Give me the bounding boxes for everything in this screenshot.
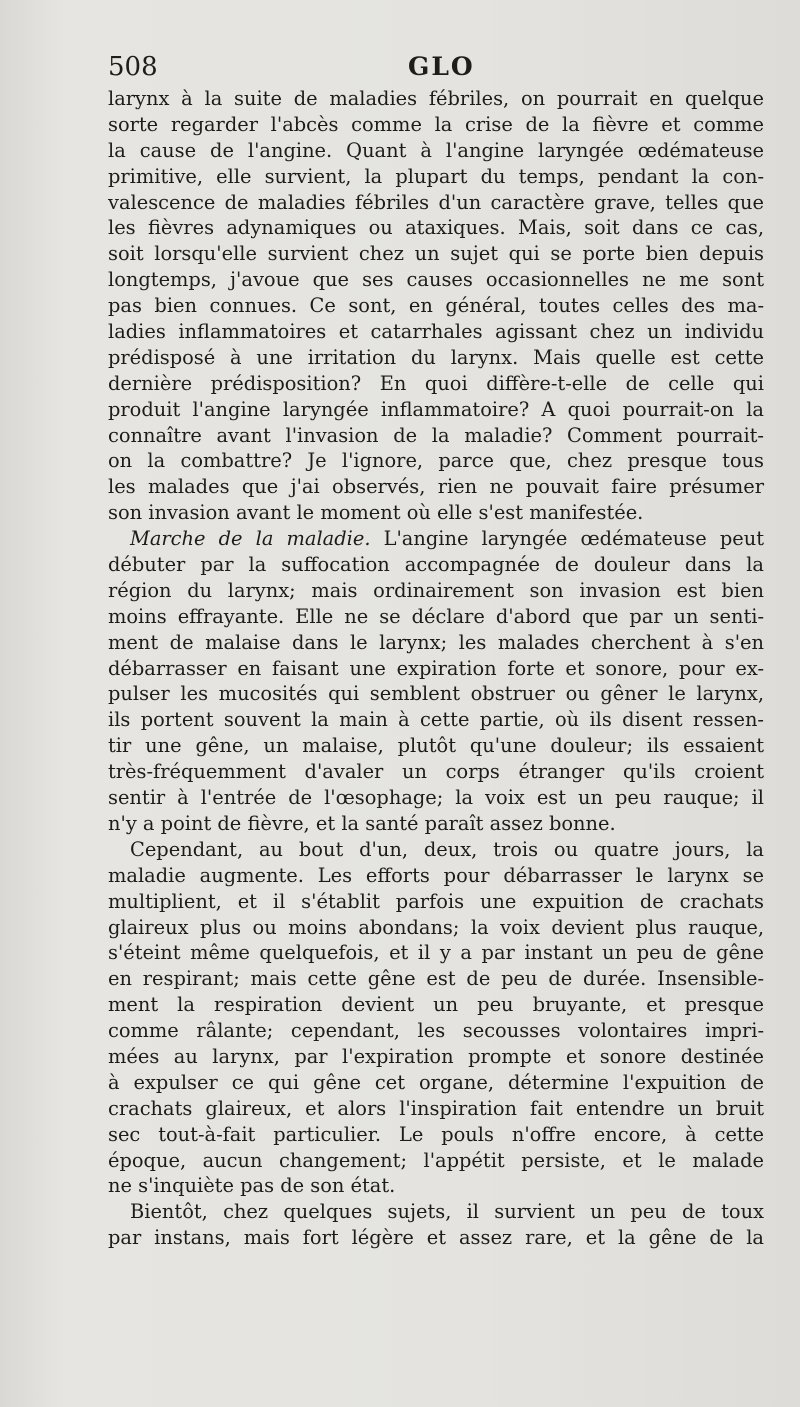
text-line: ne s'inquiète pas de son état. <box>108 1174 396 1198</box>
text-line: ladies inflammatoires et catarrhales agissant chez un individu <box>108 320 764 344</box>
text-line: en respirant; mais cette gêne est de peu de durée. Insensible- <box>108 967 764 991</box>
text-line: sentir à l'entrée de l'œsophage; la voix est un peu rauque; il <box>108 786 764 810</box>
section-heading: Marche de la maladie. <box>130 527 371 551</box>
text-line: comme râlante; cependant, les secousses volontaires impri- <box>108 1019 764 1043</box>
text-line: longtemps, j'avoue que ses causes occasionnelles ne me sont <box>108 268 764 292</box>
text-line: sec tout-à-fait particulier. Le pouls n'offre encore, à cette <box>108 1122 764 1146</box>
text-line: ils portent souvent la main à cette partie, où ils disent ressen- <box>108 708 764 732</box>
text-line: valescence de maladies fébriles d'un caractère grave, telles que <box>108 190 764 214</box>
text-line: à expulser ce qui gêne cet organe, détermine l'expuition de <box>108 1070 764 1094</box>
text-line: crachats glaireux, et alors l'inspiration fait entendre un bruit <box>108 1096 764 1120</box>
paragraph-3 <box>108 837 764 1199</box>
text-line: très-fréquemment d'avaler un corps étranger qu'ils croient <box>108 760 764 784</box>
text-line: région du larynx; mais ordinairement son invasion est bien <box>108 578 764 602</box>
text-line: sorte regarder l'abcès comme la crise de la fièvre et comme <box>108 112 764 136</box>
text-line: n'y a point de fièvre, et la santé paraît assez bonne. <box>108 811 616 835</box>
paragraph-4 <box>108 1199 764 1251</box>
text-line: débarrasser en faisant une expiration forte et sonore, pour ex- <box>108 656 764 680</box>
text-line: soit lorsqu'elle survient chez un sujet qui se porte bien depuis <box>108 242 764 266</box>
text-line: Bientôt, chez quelques sujets, il survient un peu de toux <box>130 1200 764 1224</box>
text-fragment: L'angine laryngée œdémateuse peut <box>370 527 764 551</box>
text-line: multiplient, et il s'établit parfois une expuition de crachats <box>108 889 764 913</box>
text-line: moins effrayante. Elle ne se déclare d'abord que par un senti- <box>108 604 764 628</box>
body-text <box>108 86 764 1251</box>
text-line: par instans, mais fort légère et assez rare, et la gêne de la <box>108 1226 764 1250</box>
text-line: ment de malaise dans le larynx; les malades cherchent à s'en <box>108 630 764 654</box>
text-line: mées au larynx, par l'expiration prompte et sonore destinée <box>108 1044 764 1068</box>
text-line: connaître avant l'invasion de la maladie? Comment pourrait- <box>108 423 764 447</box>
text-line: prédisposé à une irritation du larynx. Mais quelle est cette <box>108 345 764 369</box>
text-line: son invasion avant le moment où elle s'est manifestée. <box>108 501 644 525</box>
text-line: produit l'angine laryngée inflammatoire? A quoi pourrait-on la <box>108 397 764 421</box>
page-number: 508 <box>108 52 158 82</box>
text-line: pulser les mucosités qui semblent obstruer ou gêner le larynx, <box>108 682 764 706</box>
text-line: débuter par la suffocation accompagnée de douleur dans la <box>108 553 764 577</box>
page-header <box>108 52 764 88</box>
running-head: GLO <box>408 52 475 81</box>
paragraph-1 <box>108 86 764 526</box>
text-line: on la combattre? Je l'ignore, parce que, chez presque tous <box>108 449 764 473</box>
text-line: s'éteint même quelquefois, et il y a par instant un peu de gêne <box>108 941 764 965</box>
text-line <box>108 526 764 552</box>
text-line: ment la respiration devient un peu bruyante, et presque <box>108 993 764 1017</box>
text-line: Cependant, au bout d'un, deux, trois ou quatre jours, la <box>130 837 764 861</box>
text-line: glaireux plus ou moins abondans; la voix devient plus rauque, <box>108 915 764 939</box>
text-line: pas bien connues. Ce sont, en général, toutes celles des ma- <box>108 294 764 318</box>
text-line: larynx à la suite de maladies fébriles, on pourrait en quelque <box>108 87 764 110</box>
text-line: les fièvres adynamiques ou ataxiques. Mais, soit dans ce cas, <box>108 216 764 240</box>
text-line: maladie augmente. Les efforts pour débarrasser le larynx se <box>108 863 764 887</box>
text-line: primitive, elle survient, la plupart du temps, pendant la con- <box>108 164 764 188</box>
text-line: la cause de l'angine. Quant à l'angine laryngée œdémateuse <box>108 138 764 162</box>
text-line: époque, aucun changement; l'appétit persiste, et le malade <box>108 1148 764 1172</box>
text-line: les malades que j'ai observés, rien ne pouvait faire présumer <box>108 475 764 499</box>
paragraph-2 <box>108 526 764 837</box>
text-line: tir une gêne, un malaise, plutôt qu'une douleur; ils essaient <box>108 734 764 758</box>
text-line: dernière prédisposition? En quoi diffère-t-elle de celle qui <box>108 371 764 395</box>
